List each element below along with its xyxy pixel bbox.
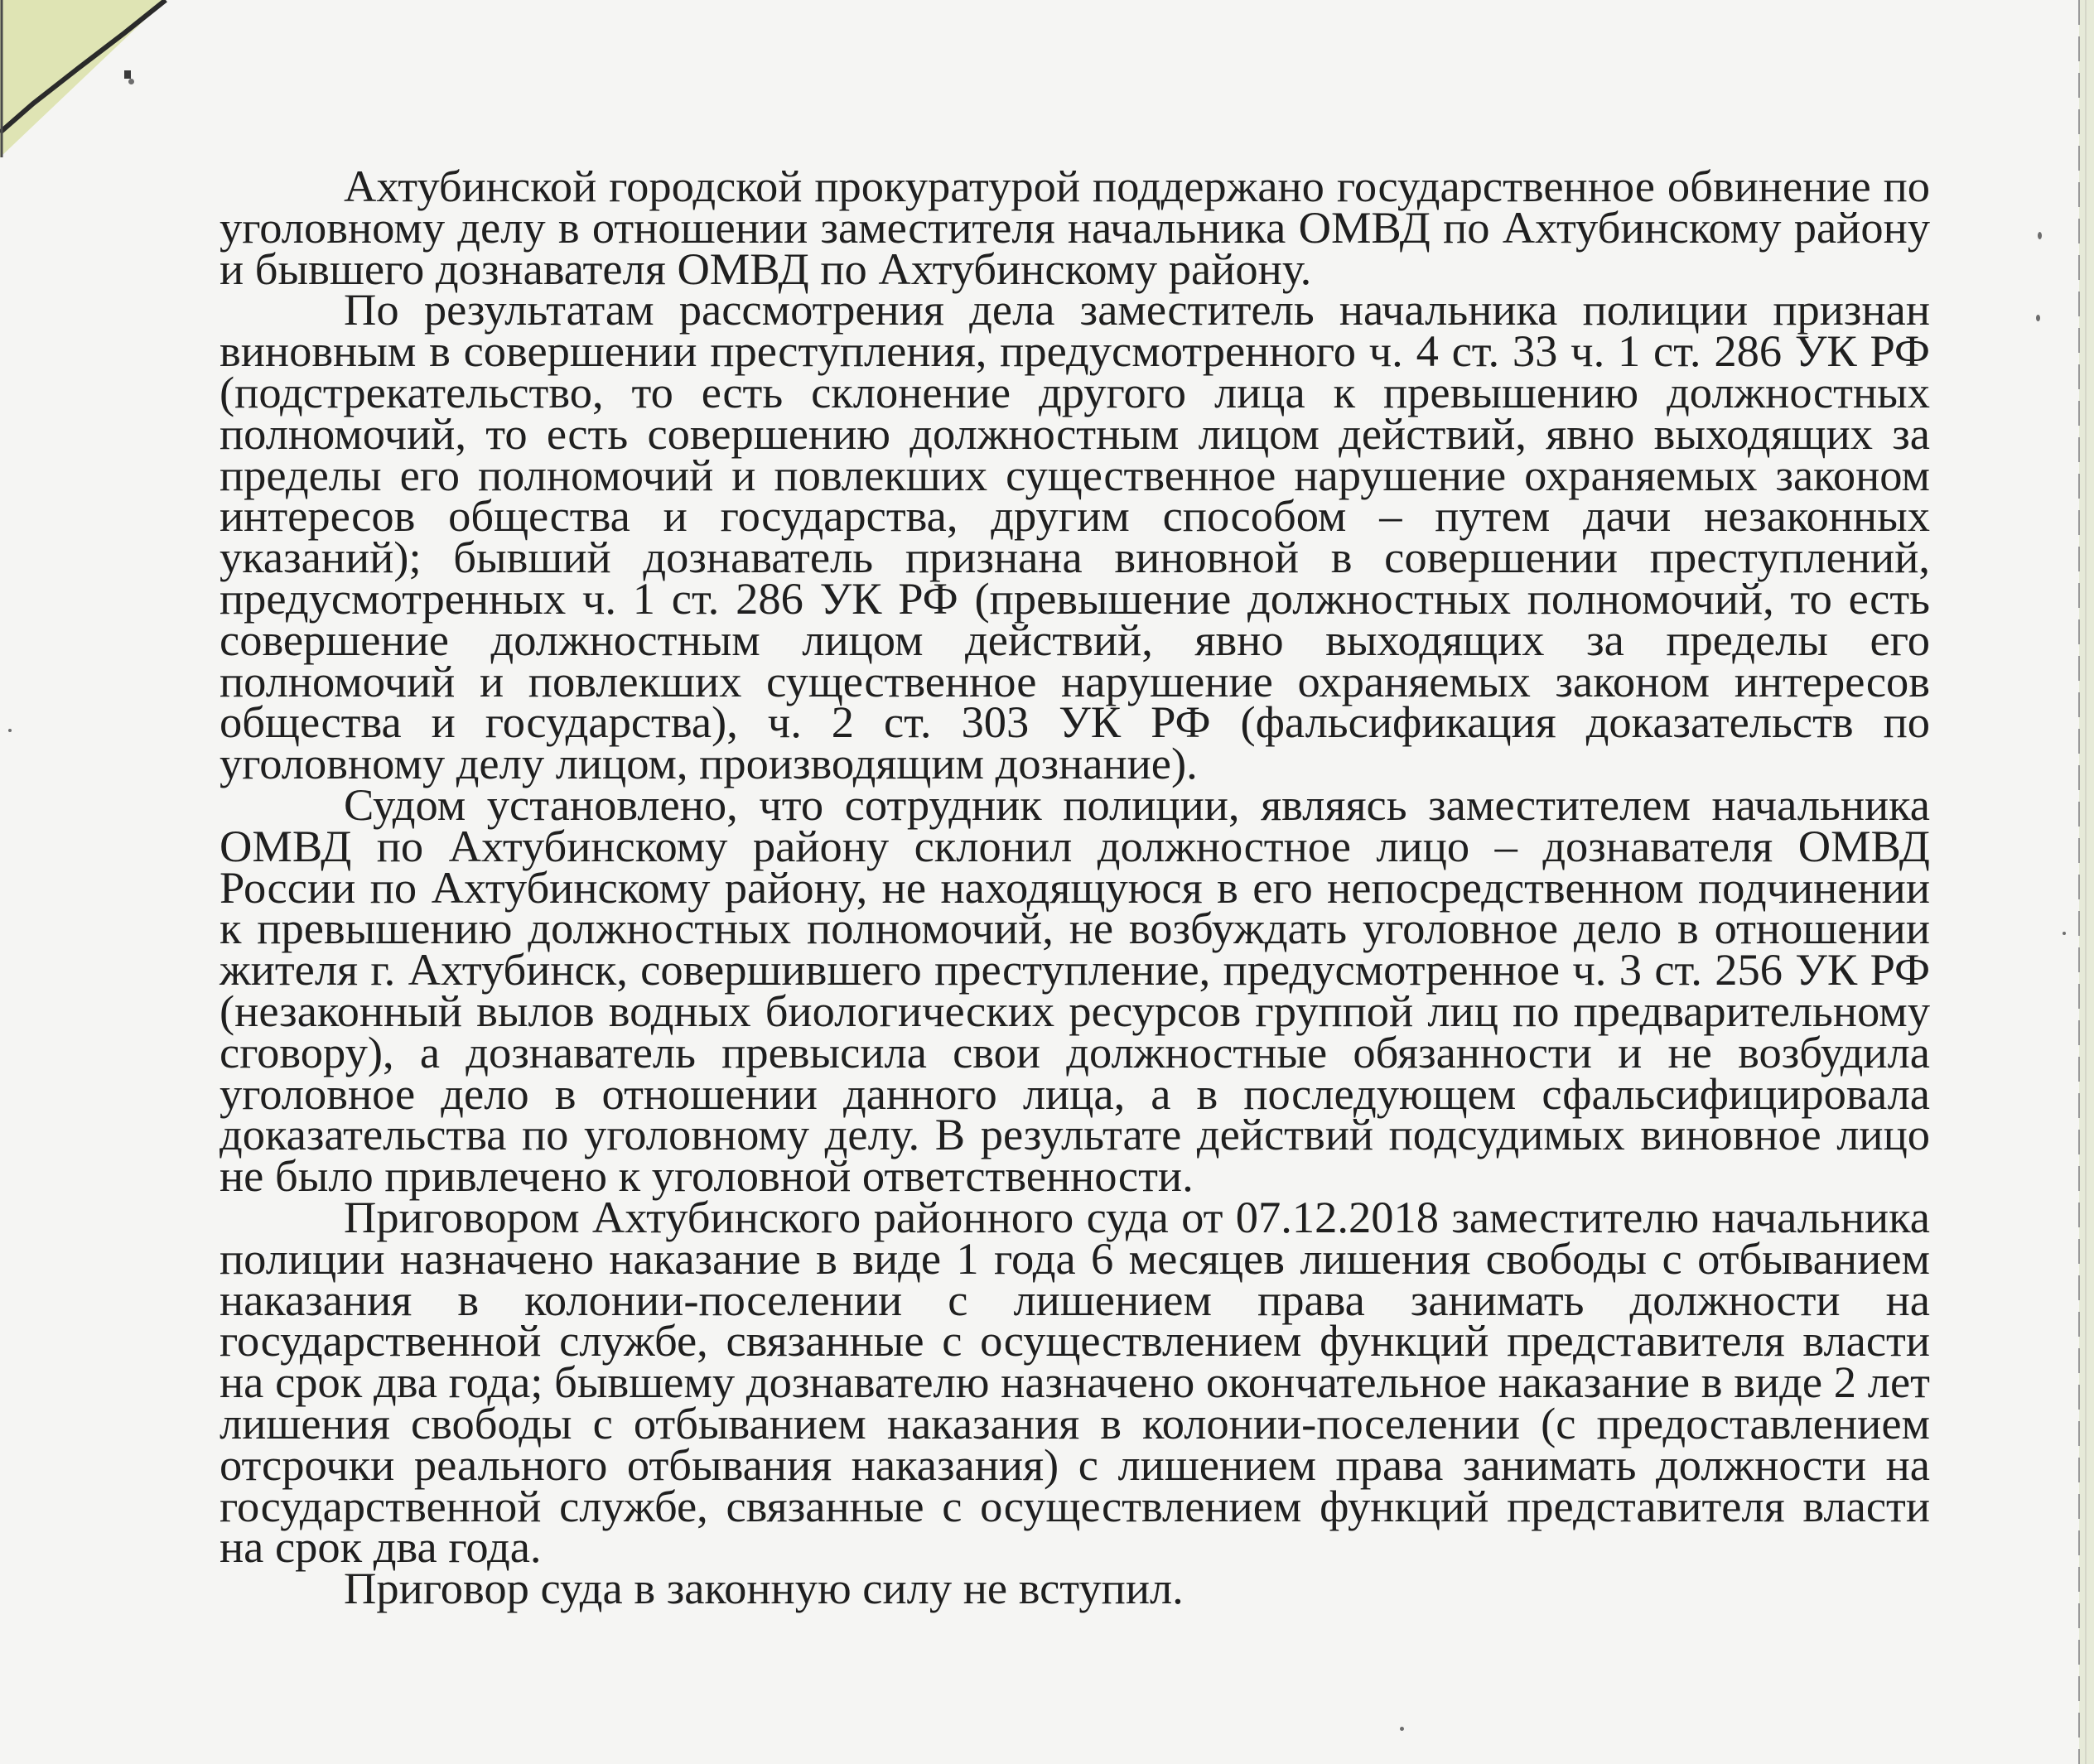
scan-speck (8, 729, 12, 732)
document-body (220, 161, 1930, 1614)
paragraph: Судом установлено, что сотрудник полиции, являясь заместителем начальника ОМВД по Ахтубинскому району склонил должностное лицо – дознавателя ОМВД России по Ахтубинскому району, не находящуюся в его непосредственном подчинении к превышению должностных полномочий, не возбуждать уголовное дело в отношении жителя г. Ахтубинск, совершившего преступление, предусмотренное ч. 3 ст. 256 УК РФ (незаконный вылов водных биологических ресурсов группой лиц по предварительному сговору), а дознаватель превысила свои должностные обязанности и не возбудила уголовное дело в отношении данного лица, а в последующем сфальсифицировала доказательства по уголовному делу. В результате действий подсудимых виновное лицо не было привлечено к уголовной ответственности. (220, 778, 1930, 1202)
scan-speck (128, 79, 134, 84)
paragraph: Ахтубинской городской прокуратурой поддержано государственное обвинение по уголовному делу в отношении заместителя начальника ОМВД по Ахтубинскому району и бывшего дознавателя ОМВД по Ахтубинскому району. (220, 161, 1930, 294)
paragraph: Приговором Ахтубинского районного суда от 07.12.2018 заместителю начальника полиции назначено наказание в виде 1 года 6 месяцев лишения свободы с отбыванием наказания в колонии-поселении с лишением права занимать должности на государственной службе, связанные с осуществлением функций представителя власти на срок два года; бывшему дознавателю назначено окончательное наказание в виде 2 лет лишения свободы с отбыванием наказания в колонии-поселении (с предоставлением отсрочки реального отбывания наказания) с лишением права занимать должности на государственной службе, связанные с осуществлением функций представителя власти на срок два года. (220, 1191, 1930, 1573)
folded-corner-mark (0, 0, 182, 174)
scan-speck (2038, 232, 2042, 239)
paragraph: Приговор суда в законную силу не вступил. (344, 1563, 1184, 1614)
scan-speck (2036, 315, 2040, 321)
scan-speck (1400, 1727, 1404, 1731)
page-edge-shadow (2061, 0, 2094, 1764)
scan-speck (2063, 932, 2066, 935)
paragraph: По результатам рассмотрения дела заместитель начальника полиции признан виновным в совершении преступления, предусмотренного ч. 4 ст. 33 ч. 1 ст. 286 УК РФ (подстрекательство, то есть склонение другого лица к превышению должностных полномочий, то есть совершению должностным лицом действий, явно выходящих за пределы его полномочий и повлекших существенное нарушение охраняемых законом интересов общества и государства, другим способом – путем дачи незаконных указаний); бывший дознаватель признана виновной в совершении преступлений, предусмотренных ч. 1 ст. 286 УК РФ (превышение должностных полномочий, то есть совершение должностным лицом действий, явно выходящих за пределы его полномочий и повлекших существенное нарушение охраняемых законом интересов общества и государства), ч. 2 ст. 303 УК РФ (фальсификация доказательств по уголовному делу лицом, производящим дознание). (220, 284, 1930, 789)
